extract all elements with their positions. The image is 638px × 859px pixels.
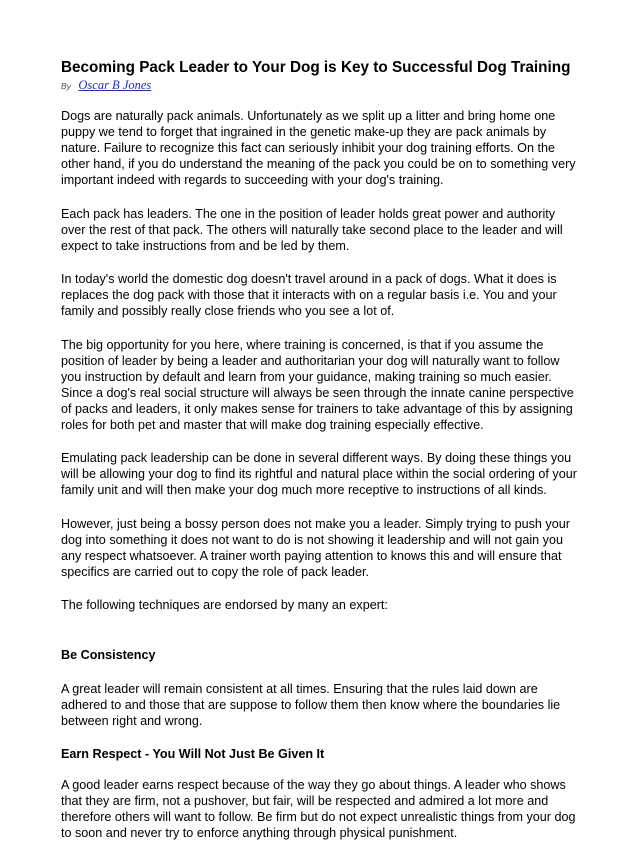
section-heading-consistency: Be Consistency [61, 648, 156, 662]
by-label: By [61, 81, 71, 91]
section-text-consistency: A great leader will remain consistent at all times. Ensuring that the rules laid down are adhered to and those that are suppose to follow them then know where the boundaries lie between right and wrong. [61, 681, 561, 728]
paragraph-7: The following techniques are endorsed by many an expert: [61, 598, 388, 612]
paragraph-6: However, just being a bossy person does not make you a leader. Simply trying to push your dog into something it does not want to do is not showing it leadership and will not gain you any respect whatsoever. A trainer worth paying attention to knows this and will ensure that specifics are carried out to copy the role of pack leader. [61, 516, 570, 579]
paragraph-3: In today's world the domestic dog doesn't travel around in a pack of dogs. What it does is replaces the dog pack with those that it interacts with on a regular basis i.e. You and your family and possibly really close friends who you see a lot of. [61, 272, 557, 318]
section-heading-earn-respect: Earn Respect - You Will Not Just Be Given It [61, 747, 325, 761]
author-link[interactable]: Oscar B Jones [78, 78, 152, 92]
article-body [61, 108, 583, 841]
document-page [61, 58, 583, 859]
article-title: Becoming Pack Leader to Your Dog is Key to Successful Dog Training [61, 59, 571, 76]
byline [61, 77, 583, 92]
section-text-earn-respect: A good leader earns respect because of the way they go about things. A leader who shows that they are firm, not a pushover, but fair, will be respected and admired a lot more and therefore others will want to follow. Be firm but do not expect unrealistic things from your dog to soon and never try to enforce anything through physical punishment. [61, 778, 576, 840]
paragraph-4: The big opportunity for you here, where training is concerned, is that if you assume the position of leader by being a leader and authoritarian your dog will naturally want to follow you instruction by default and learn from your guidance, making training so much easier. Since a dog's real social structure will always be seen through the innate canine perspective of packs and leaders, it only makes sense for trainers to take advantage of this by assigning roles for both pet and master that will make dog training especially effective. [61, 337, 574, 432]
paragraph-2: Each pack has leaders. The one in the position of leader holds great power and authority over the rest of that pack. The others will naturally take second place to the leader and will expect to take instructions from and be led by them. [61, 206, 563, 253]
paragraph-1: Dogs are naturally pack animals. Unfortunately as we split up a litter and bring home one puppy we tend to forget that ingrained in the genetic make-up they are pack animals by nature. Failure to recognize this fact can seriously inhibit your dog training efforts. On the other hand, if you do understand the meaning of the pack you could be on to something very important indeed with regards to succeeding with your dog's training. [61, 109, 576, 187]
paragraph-5: Emulating pack leadership can be done in several different ways. By doing these things you will be allowing your dog to find its rightful and natural place within the social ordering of your family unit and will then make your dog much more receptive to instructions of all kinds. [61, 451, 577, 497]
